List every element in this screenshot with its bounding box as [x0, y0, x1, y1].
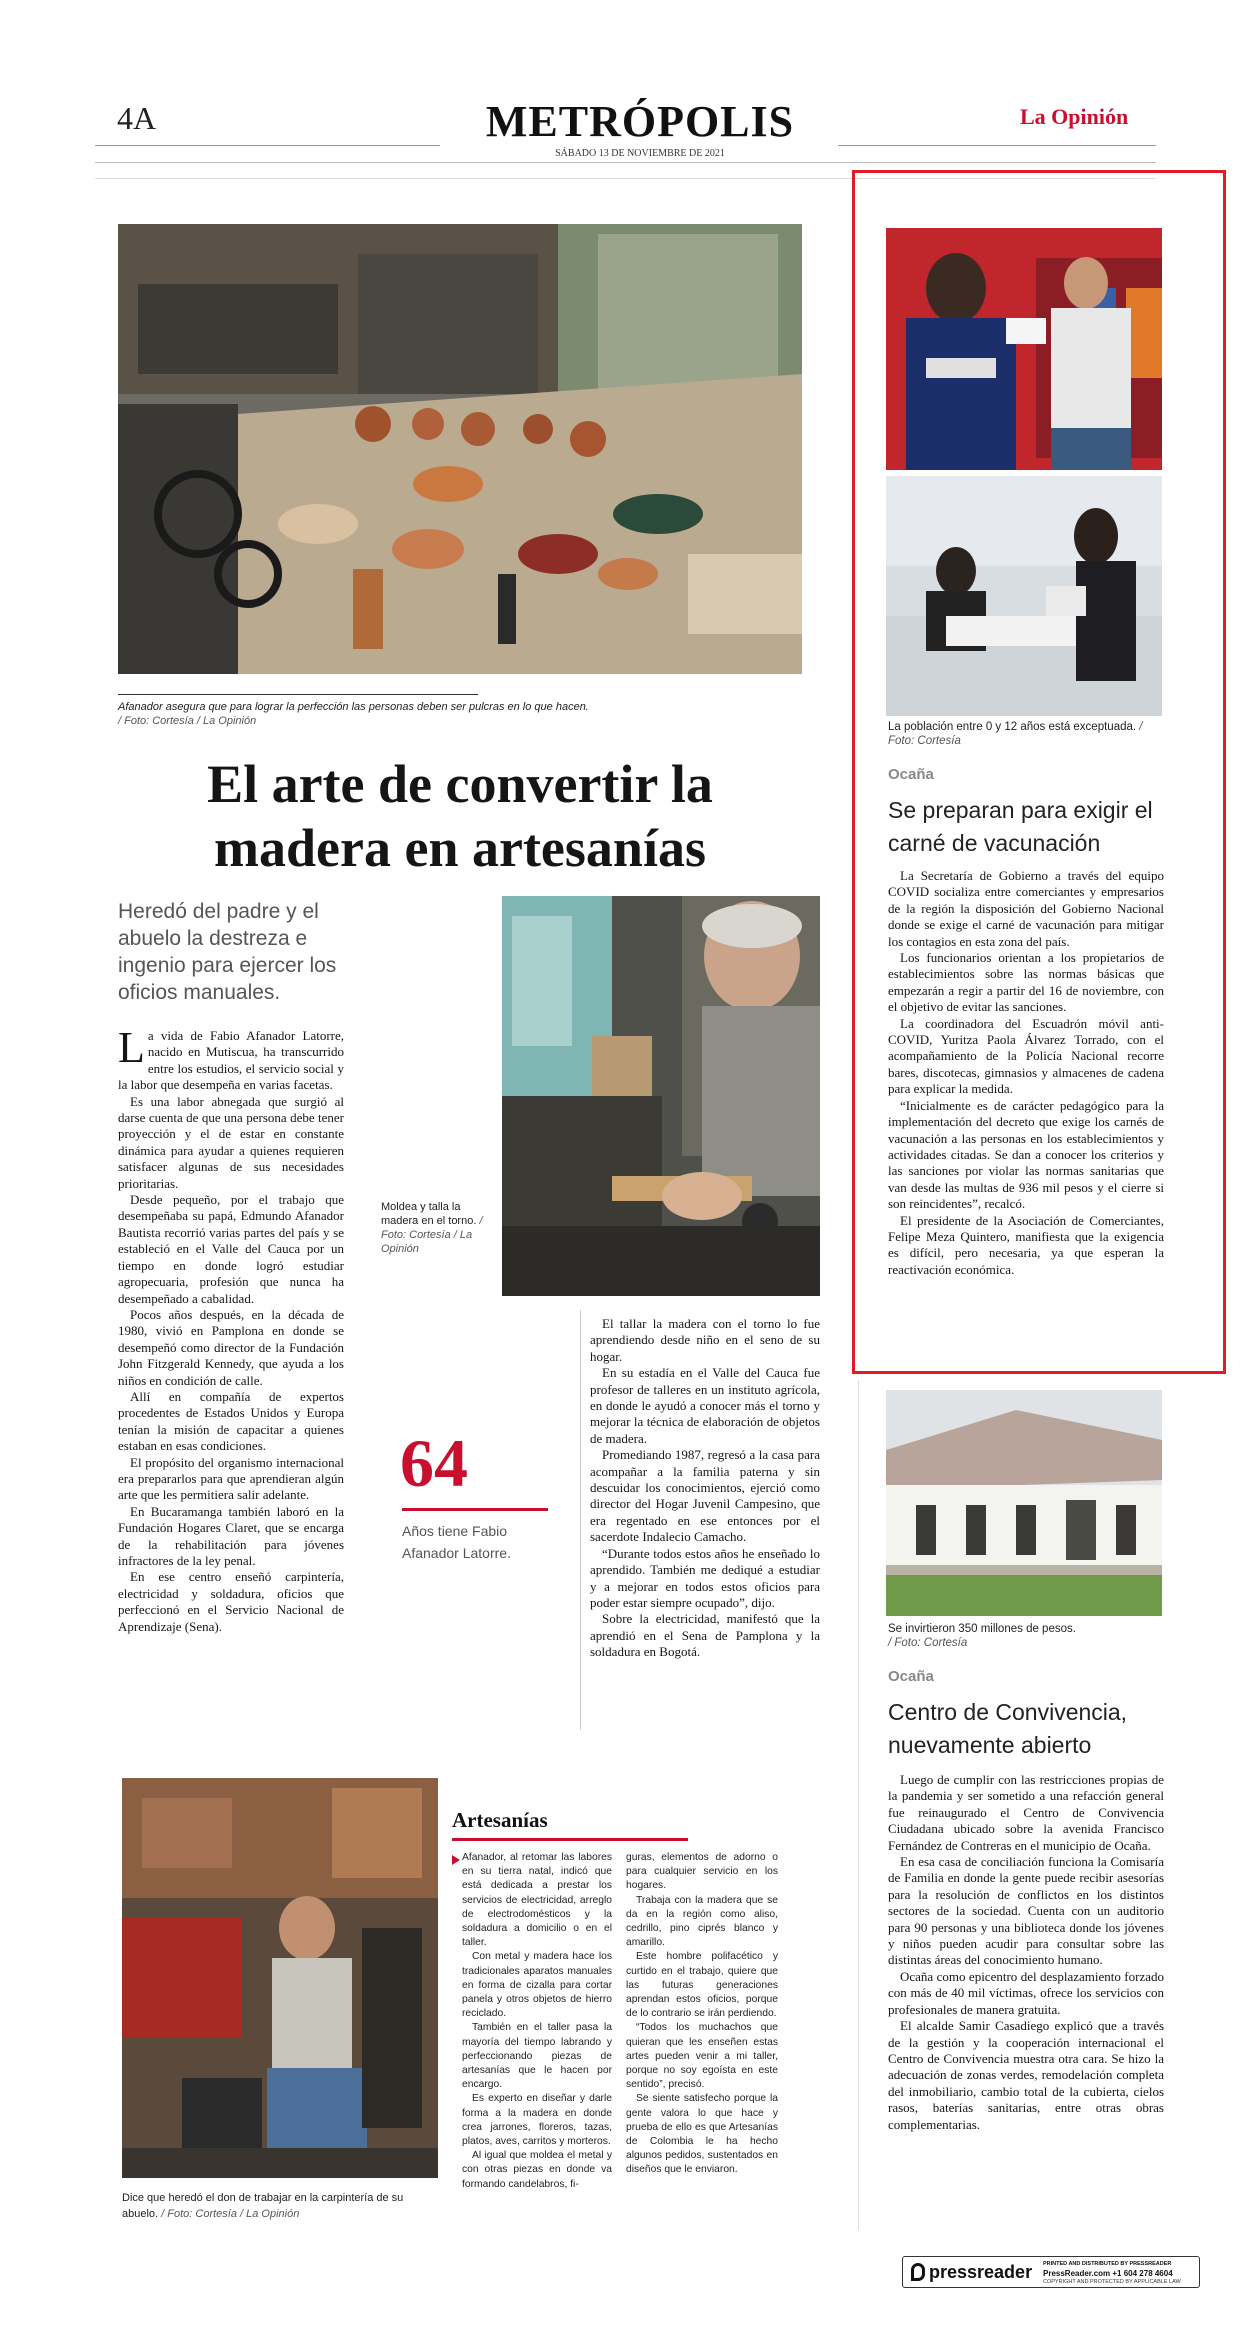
vaccination-caption-text: La población entre 0 y 12 años está exceptuada.	[888, 721, 1137, 733]
vaccination-paragraph: La coordinadora del Escuadrón móvil anti-COVID, Yuritza Paola Álvarez Torrado, con el acompañamiento de la Policía Nacional recorre bares, discotecas, gimnasios y almacenes de cadena para explicar la medida.	[888, 1015, 1164, 1097]
photo-caption-rule	[118, 694, 478, 695]
artesanias-photo-caption	[122, 2190, 442, 2222]
artesanias-paragraph: Es experto en diseñar y darle forma a la madera en donde crea jarrones, floreros, tazas, platos, aves, carritos y morteros.	[462, 2093, 612, 2148]
convivencia-title: Centro de Convivencia, nuevamente abierto	[888, 1699, 1128, 1758]
photo2-caption	[381, 1200, 496, 1256]
carpenter-photo	[122, 1778, 438, 2178]
artesanias-paragraph: Afanador, al retomar las labores en su tierra natal, indicó que está dedicada a prestar los servicios de electricidad, arreglo de electrodomésticos y la soldadura a domicilio o en el taller.	[462, 1852, 612, 1949]
page-number: 4A	[117, 100, 157, 136]
convivencia-paragraph: El alcalde Samir Casadiego explicó que a través de la gestión y la cooperación internacional el Centro de Convivencia muestra otra cara. Se hizo la adecuación de zonas verdes, remodelación completa del inmobiliario, cambio total de la cubierta, cielos rasos, baterías sanitarias, entre otras obras complementarias.	[888, 2018, 1164, 2132]
headline-line-2: madera en artesanías	[214, 818, 706, 878]
story-paragraph: Es una labor abnegada que surgió al darse cuenta de que una persona debe tener proyección y el de estar en constante dinámica para ayudar a quienes requieren satisfacer algunas de sus necesidades prioritarias.	[118, 1093, 344, 1191]
vaccination-check-photo	[886, 228, 1162, 470]
workshop-crafts-photo	[118, 224, 802, 674]
vaccination-paragraph: La Secretaría de Gobierno a través del equipo COVID socializa entre comerciantes y empresarios de la región la disposición del Gobierno Nacional donde se exige el carné de vacunación para mitigar los contagios en esta zona del país.	[888, 868, 1164, 949]
stat-number: 64	[400, 1425, 468, 1501]
lathe-photo	[502, 896, 820, 1296]
story-paragraph: El propósito del organismo internacional era prepararlos para que aprendieran algún arte que les permitiera salir adelante.	[118, 1454, 344, 1503]
sidebar-divider	[858, 1380, 859, 2230]
story-column-3	[590, 1316, 820, 1661]
artesanias-column-1	[462, 1851, 612, 2192]
story-paragraph: Sobre la electricidad, manifestó que la aprendió en el Sena de Pamplona y la soldadura en Bogotá.	[590, 1611, 820, 1660]
artesanias-paragraph: Trabaja con la madera que se da en la región como aliso, cedrillo, pino ciprés blanco y amarillo.	[626, 1894, 778, 1949]
stat-label: Años tiene Fabio Afanador Latorre.	[402, 1523, 511, 1561]
photo1-credit: / Foto: Cortesía / La Opinión	[118, 715, 257, 727]
convivencia-building-photo	[886, 1390, 1162, 1616]
artesanias-paragraph: Este hombre polifacético y curtido en el trabajo, quiere que las futuras generaciones aprendan estos oficios, porque de lo contrario se irán perdiendo.	[626, 1951, 778, 2020]
convivencia-story	[888, 1772, 1164, 2133]
photo2-caption-text: Moldea y talla la madera en el torno.	[381, 1201, 477, 1227]
photo2-credit: / Foto: Cortesía / La Opinión	[381, 1215, 483, 1255]
convivencia-paragraph: Luego de cumplir con las restricciones propias de la pandemia y ser sometido a una refacción general fue reinaugurado el Centro de Convivencia Ciudadana ubicado sobre la avenida Francisco Fernández de Contreras en el municipio de Ocaña.	[888, 1772, 1164, 1853]
story-paragraph: En Bucaramanga también laboró en la Fundación Hogares Claret, que se encarga de la rehabilitación para jóvenes infractores de la ley penal.	[118, 1503, 344, 1568]
story-paragraph: En ese centro enseñó carpintería, electricidad y soldadura, oficios que perfeccionó en el Servicio Nacional de Aprendizaje (Sena).	[118, 1569, 344, 1634]
header-rule	[95, 162, 1156, 163]
pressreader-copyright-line: COPYRIGHT AND PROTECTED BY APPLICABLE LAW	[1043, 2279, 1181, 2285]
artesanias-paragraph: Con metal y madera hace los tradicionales aparatos manuales en forma de cizalla para cortar panela y otros objetos de hierro reciclado.	[462, 1951, 612, 2020]
vaccination-title: Se preparan para exigir el carné de vacunación	[888, 797, 1153, 856]
story-paragraph: En su estadía en el Valle del Cauca fue profesor de talleres en un instituto agrícola, en donde le ayudó a conocer más el torno y mejorar la técnica de elaboración de objetos de madera.	[590, 1365, 820, 1446]
vaccination-paragraph: El presidente de la Asociación de Comerciantes, Felipe Meza Quintero, manifiesta que la exigencia es difícil, pero necesaria, ya que esperan la reactivación económica.	[888, 1212, 1164, 1277]
pressreader-printed-line: PRINTED AND DISTRIBUTED BY PRESSREADER	[1043, 2261, 1172, 2267]
drop-cap: L	[118, 1023, 145, 1072]
column-divider	[580, 1310, 581, 1730]
artesanias-caption-credit: / Foto: Cortesía / La Opinión	[161, 2208, 300, 2220]
pressreader-wordmark: pressreader	[929, 2262, 1033, 2282]
story-paragraph: Allí en compañía de expertos procedentes de Estados Unidos y Europa tenían la misión de capacitar a quienes estaban en esas condiciones.	[118, 1388, 344, 1454]
headline	[118, 752, 802, 880]
vaccination-story	[888, 868, 1164, 1278]
artesanias-caption-text: Dice que heredó el don de trabajar en la carpintería de su abuelo.	[122, 2192, 404, 2220]
page-date: SÁBADO 13 DE NOVIEMBRE DE 2021	[555, 148, 725, 159]
pressreader-badge[interactable]	[902, 2256, 1200, 2288]
convivencia-caption-credit: / Foto: Cortesía	[888, 1637, 968, 1649]
story-paragraph: El tallar la madera con el torno lo fue aprendiendo desde niño en el seno de su hogar.	[590, 1316, 820, 1364]
artesanias-bullet	[452, 1855, 460, 1865]
artesanias-paragraph: Se siente satisfecho porque la gente valora lo que hace y prueba de ello es que Artesanías de Colombia le ha hecho algunos pedidos, sustentados en diseños que le enviaron.	[626, 2093, 778, 2176]
artesanias-heading: Artesanías	[452, 1808, 548, 1832]
pressreader-p-icon	[911, 2263, 925, 2281]
brand-logo: La Opinión	[1020, 104, 1129, 129]
vaccination-caption	[888, 720, 1158, 748]
artesanias-paragraph: Al igual que moldea el metal y con otras piezas en donde va formando candelabros, fi-	[462, 2150, 612, 2190]
story-column-1	[118, 1023, 344, 1635]
pressreader-logo	[911, 2262, 1032, 2283]
artesanias-heading-rule	[452, 1838, 688, 1841]
story-paragraph: Pocos años después, en la década de 1980, vivió en Pamplona en donde se desempeñó como director de la Fundación John Fitzgerald Kennedy, que ayuda a los niños en condición de calle.	[118, 1306, 344, 1388]
story-paragraph: Promediando 1987, regresó a la casa para acompañar a la familia paterna y sin descuidar los conocimientos, ejerció como director del Hogar Juvenil Campesino, que era regentado en ese entonces por el sacerdote Indalecio Camacho.	[590, 1447, 820, 1545]
vaccination-paragraph: “Inicialmente es de carácter pedagógico para la implementación del decreto que exige los carnés de vacunación a las personas en los establecimientos y actividades citadas. Se dan a conocer los criterios y las sanciones por violar las normas sanitarias que van desde las multas de 936 mil pesos y el cierre si son reincidentes”, recalcó.	[888, 1097, 1164, 1212]
photo1-caption-text: Afanador asegura que para lograr la perfección las personas deben ser pulcras en lo que hacen.	[118, 701, 589, 713]
convivencia-caption-text: Se invirtieron 350 millones de pesos.	[888, 1623, 1076, 1635]
section-title: METRÓPOLIS	[485, 97, 795, 146]
story-first-text: a vida de Fabio Afanador Latorre, nacido en Mutiscua, ha transcurrido entre los estudios, el servicio social y la labor que desempeña en varias facetas.	[118, 1028, 344, 1093]
vaccination-kicker: Ocaña	[888, 766, 934, 783]
story-deck: Heredó del padre y el abuelo la destreza e ingenio para ejercer los oficios manuales.	[118, 900, 337, 1004]
convivencia-paragraph: En esa casa de conciliación funciona la Comisaría de Familia en donde la gente puede recibir asesorías para la resolución de conflictos en los distintos sectores de la sociedad. Cuenta con un auditorio para 90 personas y una biblioteca donde los jóvenes y niños pueden acudir para consultar sobre las distintas áreas del conocimiento humano.	[888, 1854, 1164, 1968]
convivencia-caption	[888, 1622, 1158, 1650]
convivencia-paragraph: Ocaña como epicentro del desplazamiento forzado con más de 40 mil víctimas, ofrece los servicios con profesionales de manera gratuita.	[888, 1968, 1164, 2017]
artesanias-paragraph: “Todos los muchachos que quieran que les enseñen estas artes pueden venir a mi taller, porque no soy egoísta en este sentido”, precisó.	[626, 2022, 778, 2091]
stat-rule	[402, 1508, 548, 1511]
vaccination-paragraph: Los funcionarios orientan a los propietarios de establecimientos sobre las normas básicas que empezarán a regir a partir del 16 de noviembre, con el objetivo de evitar las sanciones.	[888, 950, 1164, 1015]
story-first-paragraph	[118, 1023, 344, 1094]
photo1-caption	[118, 700, 802, 714]
story-paragraph: Desde pequeño, por el trabajo que desempeñaba su papá, Edmundo Afanador Bautista recorrió varias partes del país y se estableció en el Valle del Cauca por un tiempo en donde logró estudiar agropecuaria, profesión que nunca ha desempeñado a cabalidad.	[118, 1192, 344, 1306]
pressreader-phone-line: PressReader.com +1 604 278 4604	[1043, 2269, 1173, 2278]
artesanias-paragraph: guras, elementos de adorno o para cualquier servicio en los hogares.	[626, 1852, 778, 1892]
header-rule	[838, 145, 1156, 146]
convivencia-kicker: Ocaña	[888, 1668, 934, 1685]
artesanias-column-2	[626, 1851, 778, 2178]
vaccination-caption-credit: / Foto: Cortesía	[888, 721, 1143, 747]
story-paragraph: “Durante todos estos años he enseñado lo aprendido. También me dediqué a estudiar y a mejorar en todos estos oficios para poder estar siempre ocupado”, dijo.	[590, 1545, 820, 1610]
header-rule	[95, 145, 440, 146]
artesanias-paragraph: También en el taller pasa la mayoría del tiempo labrando y perfeccionando piezas de artesanías que le hacen por encargo.	[462, 2022, 612, 2091]
headline-line-1: El arte de convertir la	[207, 754, 713, 814]
vaccination-office-photo	[886, 476, 1162, 716]
